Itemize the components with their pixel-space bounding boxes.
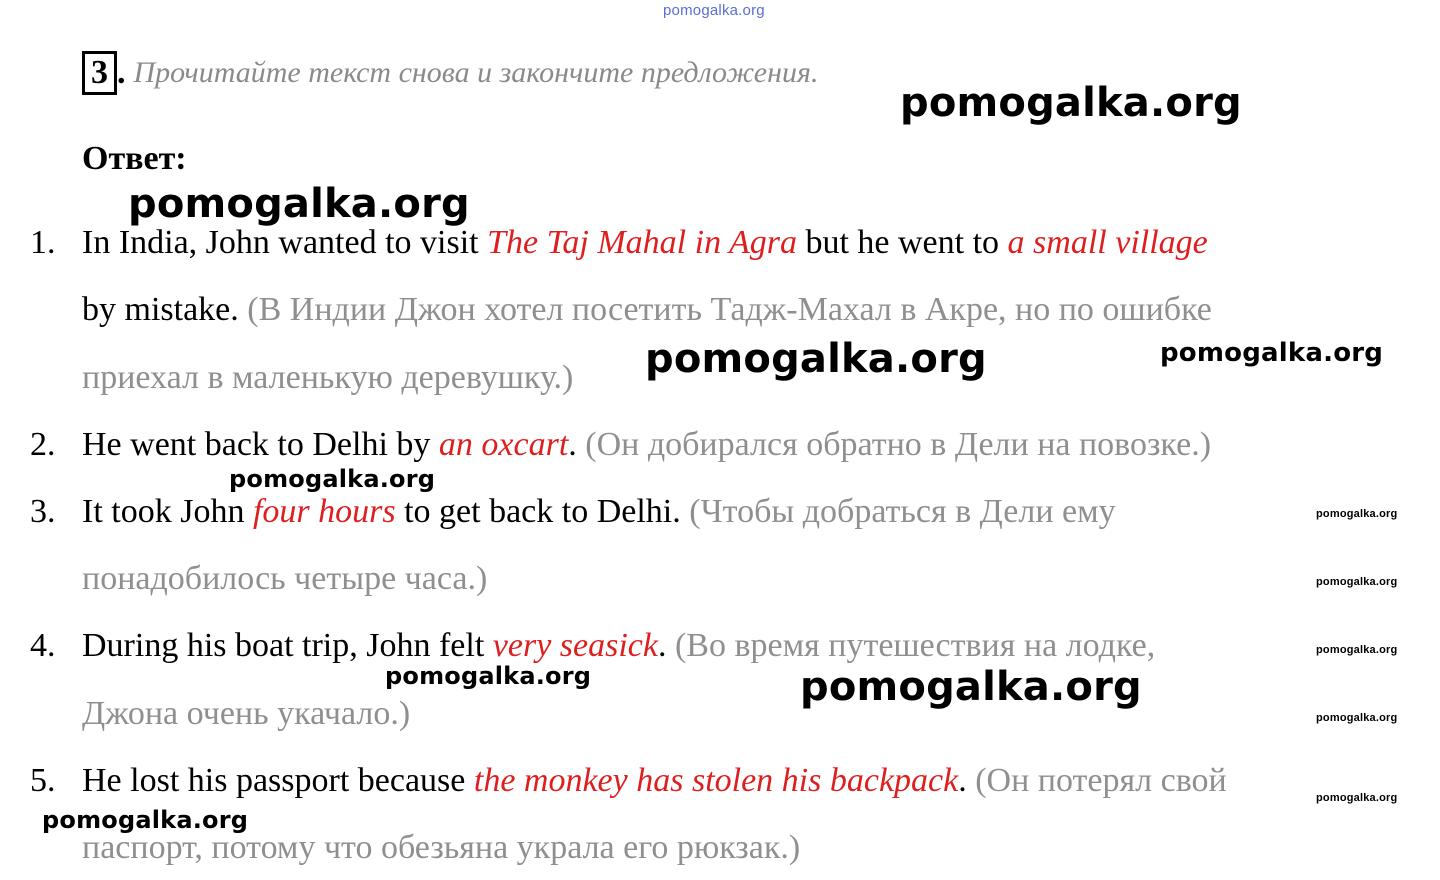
item-2-line-1 [82,426,1211,464]
watermark-small: pomogalka.org [1316,712,1398,724]
item-4-answer: very seasick [492,627,658,664]
item-1-line-1 [82,224,1208,262]
item-1-text-3: by mistake. [82,291,239,328]
watermark-medium: pomogalka.org [1160,338,1384,368]
item-3-translation: (Чтобы добраться в Дели ему [680,493,1116,530]
item-1-answer-2: a small village [1007,224,1208,261]
item-2-answer: an oxcart [438,426,569,463]
item-5-line-1 [82,762,1227,800]
item-2-text-2: . [568,426,577,463]
task-number-dot: . [117,54,126,91]
item-3-line-1 [82,493,1116,531]
task-header [82,50,818,96]
item-4-text: During his boat trip, John felt [82,627,493,664]
item-number-1: 1. [30,224,56,261]
item-number-2: 2. [30,426,56,463]
watermark-large: pomogalka.org [800,664,1142,710]
item-4-text-2: . [657,627,667,664]
watermark-top: pomogalka.org [663,2,765,19]
item-3-text-2: to get back to Delhi. [395,493,681,530]
watermark-large: pomogalka.org [900,80,1242,126]
task-instruction: Прочитайте текст снова и закончите предложения. [133,56,819,89]
item-4-translation-cont: Джона очень укачало.) [82,695,411,732]
item-number-5: 5. [30,762,56,799]
watermark-medium: pomogalka.org [229,465,436,493]
watermark-medium: pomogalka.org [42,806,249,834]
item-1-translation-cont: приехал в маленькую деревушку.) [82,359,574,396]
answer-label: Ответ: [82,140,187,177]
watermark-small: pomogalka.org [1316,792,1398,804]
item-3-translation-cont: понадобилось четыре часа.) [82,560,488,597]
item-3-text: It took John [82,493,253,530]
item-1-translation: (В Индии Джон хотел посетить Тадж-Махал в Акре, но по ошибке [238,291,1212,328]
watermark-small: pomogalka.org [1316,508,1398,520]
item-2-text: He went back to Delhi by [82,426,439,463]
watermark-small: pomogalka.org [1316,576,1398,588]
item-4-translation: (Во время путешествия на лодке, [666,627,1156,664]
item-5-answer: the monkey has stolen his backpack [473,762,959,799]
watermark-large: pomogalka.org [128,181,470,227]
item-3-answer: four hours [252,493,396,530]
watermark-medium: pomogalka.org [385,662,592,690]
item-5-translation: (Он потерял свой [966,762,1227,799]
item-1-line-2 [82,291,1212,329]
item-number-3: 3. [30,493,56,530]
item-number-4: 4. [30,627,56,664]
watermark-small: pomogalka.org [1316,644,1398,656]
item-5-text-2: . [958,762,967,799]
item-1-answer: The Taj Mahal in Agra [487,224,797,261]
task-number-box: 3 [82,51,117,95]
item-2-translation: (Он добирался обратно в Дели на повозке.) [576,426,1212,463]
item-4-line-1 [82,627,1155,665]
item-5-translation-cont: паспорт, потому что обезьяна украла его рюкзак.) [82,829,801,866]
item-5-text: He lost his passport because [82,762,474,799]
watermark-large: pomogalka.org [645,336,987,382]
item-1-text-2: but he went to [796,224,1008,261]
item-1-text: In India, John wanted to visit [82,224,488,261]
